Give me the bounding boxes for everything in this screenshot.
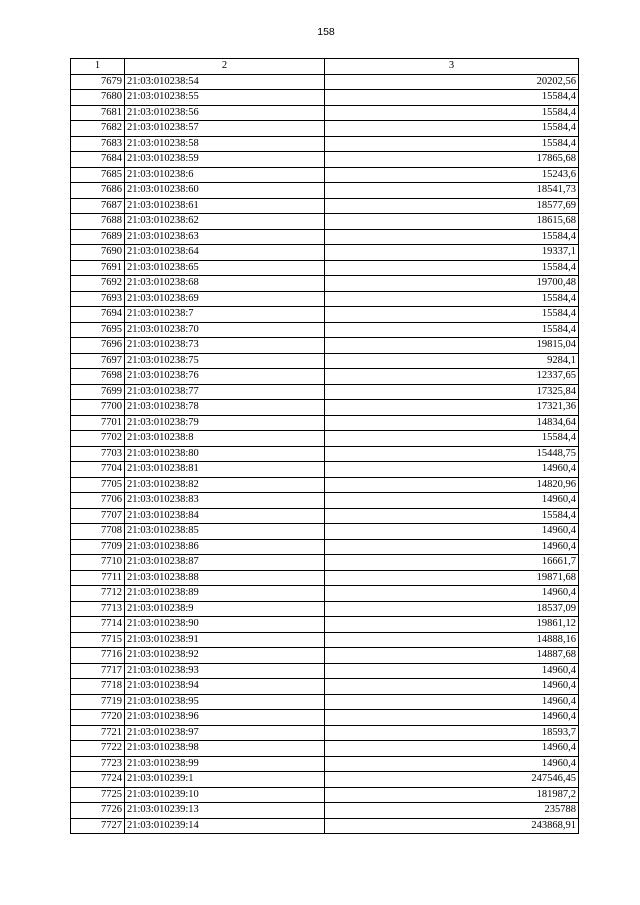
table-header-row xyxy=(71,59,579,75)
cadastral-number-cell: 21:03:010238:76 xyxy=(125,369,325,385)
row-index-cell: 7724 xyxy=(71,772,125,788)
value-cell: 18541,73 xyxy=(325,183,579,199)
table-row xyxy=(71,787,579,803)
cadastral-number-cell: 21:03:010238:69 xyxy=(125,291,325,307)
table-row xyxy=(71,648,579,664)
row-index-cell: 7690 xyxy=(71,245,125,261)
table-row xyxy=(71,167,579,183)
table-row xyxy=(71,260,579,276)
table-row xyxy=(71,431,579,447)
cadastral-number-cell: 21:03:010238:64 xyxy=(125,245,325,261)
value-cell: 16661,7 xyxy=(325,555,579,571)
table-row xyxy=(71,601,579,617)
value-cell: 247546,45 xyxy=(325,772,579,788)
value-cell: 15584,4 xyxy=(325,431,579,447)
cadastral-number-cell: 21:03:010238:93 xyxy=(125,663,325,679)
value-cell: 15584,4 xyxy=(325,322,579,338)
table-row xyxy=(71,477,579,493)
value-cell: 181987,2 xyxy=(325,787,579,803)
value-cell: 15584,4 xyxy=(325,229,579,245)
value-cell: 14960,4 xyxy=(325,493,579,509)
value-cell: 15584,4 xyxy=(325,105,579,121)
value-cell: 15584,4 xyxy=(325,136,579,152)
value-cell: 14960,4 xyxy=(325,586,579,602)
cadastral-number-cell: 21:03:010238:86 xyxy=(125,539,325,555)
cadastral-number-cell: 21:03:010239:14 xyxy=(125,818,325,834)
cadastral-number-cell: 21:03:010238:90 xyxy=(125,617,325,633)
row-index-cell: 7713 xyxy=(71,601,125,617)
row-index-cell: 7694 xyxy=(71,307,125,323)
row-index-cell: 7683 xyxy=(71,136,125,152)
cadastral-number-cell: 21:03:010238:78 xyxy=(125,400,325,416)
row-index-cell: 7692 xyxy=(71,276,125,292)
table-row xyxy=(71,710,579,726)
cadastral-number-cell: 21:03:010238:82 xyxy=(125,477,325,493)
row-index-cell: 7703 xyxy=(71,446,125,462)
table-row xyxy=(71,276,579,292)
cadastral-number-cell: 21:03:010238:87 xyxy=(125,555,325,571)
cadastral-number-cell: 21:03:010238:97 xyxy=(125,725,325,741)
table-row xyxy=(71,338,579,354)
column-header-value: 3 xyxy=(325,59,579,75)
value-cell: 15584,4 xyxy=(325,307,579,323)
value-cell: 17321,36 xyxy=(325,400,579,416)
row-index-cell: 7698 xyxy=(71,369,125,385)
table-row xyxy=(71,524,579,540)
cadastral-number-cell: 21:03:010238:8 xyxy=(125,431,325,447)
table-row xyxy=(71,772,579,788)
value-cell: 14887,68 xyxy=(325,648,579,664)
cadastral-number-cell: 21:03:010238:96 xyxy=(125,710,325,726)
row-index-cell: 7712 xyxy=(71,586,125,602)
row-index-cell: 7696 xyxy=(71,338,125,354)
table-row xyxy=(71,756,579,772)
table-row xyxy=(71,74,579,90)
table-row xyxy=(71,617,579,633)
cadastral-number-cell: 21:03:010238:81 xyxy=(125,462,325,478)
cadastral-number-cell: 21:03:010238:88 xyxy=(125,570,325,586)
row-index-cell: 7715 xyxy=(71,632,125,648)
row-index-cell: 7721 xyxy=(71,725,125,741)
value-cell: 15584,4 xyxy=(325,291,579,307)
table-row xyxy=(71,741,579,757)
table-row xyxy=(71,679,579,695)
row-index-cell: 7709 xyxy=(71,539,125,555)
value-cell: 14960,4 xyxy=(325,756,579,772)
page-number: 158 xyxy=(317,26,335,38)
row-index-cell: 7714 xyxy=(71,617,125,633)
row-index-cell: 7726 xyxy=(71,803,125,819)
row-index-cell: 7706 xyxy=(71,493,125,509)
cadastral-number-cell: 21:03:010238:63 xyxy=(125,229,325,245)
value-cell: 9284,1 xyxy=(325,353,579,369)
value-cell: 14888,16 xyxy=(325,632,579,648)
table-row xyxy=(71,353,579,369)
row-index-cell: 7681 xyxy=(71,105,125,121)
table-row xyxy=(71,183,579,199)
cadastral-number-cell: 21:03:010238:79 xyxy=(125,415,325,431)
row-index-cell: 7680 xyxy=(71,90,125,106)
cadastral-number-cell: 21:03:010239:10 xyxy=(125,787,325,803)
value-cell: 19861,12 xyxy=(325,617,579,633)
row-index-cell: 7695 xyxy=(71,322,125,338)
cadastral-number-cell: 21:03:010238:98 xyxy=(125,741,325,757)
value-cell: 14960,4 xyxy=(325,539,579,555)
row-index-cell: 7720 xyxy=(71,710,125,726)
value-cell: 19871,68 xyxy=(325,570,579,586)
table-row xyxy=(71,508,579,524)
table-row xyxy=(71,632,579,648)
table-row xyxy=(71,90,579,106)
value-cell: 14960,4 xyxy=(325,741,579,757)
cadastral-value-table xyxy=(70,58,579,834)
cadastral-number-cell: 21:03:010239:13 xyxy=(125,803,325,819)
row-index-cell: 7722 xyxy=(71,741,125,757)
row-index-cell: 7710 xyxy=(71,555,125,571)
row-index-cell: 7693 xyxy=(71,291,125,307)
value-cell: 17325,84 xyxy=(325,384,579,400)
cadastral-number-cell: 21:03:010238:92 xyxy=(125,648,325,664)
value-cell: 14960,4 xyxy=(325,663,579,679)
table-row xyxy=(71,400,579,416)
table-row xyxy=(71,555,579,571)
cadastral-number-cell: 21:03:010238:94 xyxy=(125,679,325,695)
value-cell: 18615,68 xyxy=(325,214,579,230)
value-cell: 15584,4 xyxy=(325,260,579,276)
cadastral-number-cell: 21:03:010238:73 xyxy=(125,338,325,354)
cadastral-number-cell: 21:03:010238:75 xyxy=(125,353,325,369)
table-row xyxy=(71,307,579,323)
value-cell: 15584,4 xyxy=(325,121,579,137)
row-index-cell: 7704 xyxy=(71,462,125,478)
row-index-cell: 7685 xyxy=(71,167,125,183)
column-header-cadastral-number: 2 xyxy=(125,59,325,75)
row-index-cell: 7723 xyxy=(71,756,125,772)
row-index-cell: 7697 xyxy=(71,353,125,369)
cadastral-number-cell: 21:03:010238:68 xyxy=(125,276,325,292)
cadastral-number-cell: 21:03:010238:57 xyxy=(125,121,325,137)
row-index-cell: 7711 xyxy=(71,570,125,586)
cadastral-number-cell: 21:03:010238:85 xyxy=(125,524,325,540)
row-index-cell: 7719 xyxy=(71,694,125,710)
table-row xyxy=(71,725,579,741)
cadastral-number-cell: 21:03:010238:95 xyxy=(125,694,325,710)
table-row xyxy=(71,152,579,168)
table-row xyxy=(71,570,579,586)
value-cell: 15243,6 xyxy=(325,167,579,183)
table-row xyxy=(71,229,579,245)
table-row xyxy=(71,384,579,400)
table-row xyxy=(71,105,579,121)
row-index-cell: 7717 xyxy=(71,663,125,679)
row-index-cell: 7691 xyxy=(71,260,125,276)
value-cell: 19700,48 xyxy=(325,276,579,292)
cadastral-number-cell: 21:03:010238:54 xyxy=(125,74,325,90)
table-row xyxy=(71,803,579,819)
cadastral-number-cell: 21:03:010239:1 xyxy=(125,772,325,788)
row-index-cell: 7707 xyxy=(71,508,125,524)
value-cell: 14960,4 xyxy=(325,462,579,478)
cadastral-number-cell: 21:03:010238:99 xyxy=(125,756,325,772)
cadastral-number-cell: 21:03:010238:59 xyxy=(125,152,325,168)
column-header-index: 1 xyxy=(71,59,125,75)
table-row xyxy=(71,245,579,261)
value-cell: 19815,04 xyxy=(325,338,579,354)
value-cell: 19337,1 xyxy=(325,245,579,261)
cadastral-number-cell: 21:03:010238:6 xyxy=(125,167,325,183)
table-row xyxy=(71,446,579,462)
value-cell: 15448,75 xyxy=(325,446,579,462)
value-cell: 14960,4 xyxy=(325,524,579,540)
value-cell: 18537,09 xyxy=(325,601,579,617)
row-index-cell: 7700 xyxy=(71,400,125,416)
value-cell: 14960,4 xyxy=(325,694,579,710)
cadastral-number-cell: 21:03:010238:70 xyxy=(125,322,325,338)
cadastral-number-cell: 21:03:010238:89 xyxy=(125,586,325,602)
value-cell: 15584,4 xyxy=(325,90,579,106)
cadastral-number-cell: 21:03:010238:80 xyxy=(125,446,325,462)
cadastral-number-cell: 21:03:010238:62 xyxy=(125,214,325,230)
table-row xyxy=(71,539,579,555)
table-row xyxy=(71,214,579,230)
value-cell: 14960,4 xyxy=(325,679,579,695)
row-index-cell: 7687 xyxy=(71,198,125,214)
cadastral-number-cell: 21:03:010238:60 xyxy=(125,183,325,199)
cadastral-number-cell: 21:03:010238:84 xyxy=(125,508,325,524)
table-row xyxy=(71,369,579,385)
row-index-cell: 7689 xyxy=(71,229,125,245)
row-index-cell: 7701 xyxy=(71,415,125,431)
row-index-cell: 7725 xyxy=(71,787,125,803)
row-index-cell: 7686 xyxy=(71,183,125,199)
table-row xyxy=(71,663,579,679)
value-cell: 243868,91 xyxy=(325,818,579,834)
value-cell: 12337,65 xyxy=(325,369,579,385)
table-row xyxy=(71,586,579,602)
value-cell: 14820,96 xyxy=(325,477,579,493)
value-cell: 20202,56 xyxy=(325,74,579,90)
cadastral-number-cell: 21:03:010238:9 xyxy=(125,601,325,617)
row-index-cell: 7699 xyxy=(71,384,125,400)
table-row xyxy=(71,198,579,214)
value-cell: 17865,68 xyxy=(325,152,579,168)
table-row xyxy=(71,121,579,137)
cadastral-number-cell: 21:03:010238:56 xyxy=(125,105,325,121)
cadastral-number-cell: 21:03:010238:83 xyxy=(125,493,325,509)
row-index-cell: 7718 xyxy=(71,679,125,695)
table-row xyxy=(71,136,579,152)
table-row xyxy=(71,694,579,710)
cadastral-number-cell: 21:03:010238:91 xyxy=(125,632,325,648)
cadastral-number-cell: 21:03:010238:7 xyxy=(125,307,325,323)
row-index-cell: 7702 xyxy=(71,431,125,447)
table-row xyxy=(71,291,579,307)
value-cell: 14834,64 xyxy=(325,415,579,431)
cadastral-number-cell: 21:03:010238:77 xyxy=(125,384,325,400)
table-row xyxy=(71,818,579,834)
row-index-cell: 7688 xyxy=(71,214,125,230)
value-cell: 235788 xyxy=(325,803,579,819)
value-cell: 15584,4 xyxy=(325,508,579,524)
row-index-cell: 7708 xyxy=(71,524,125,540)
row-index-cell: 7727 xyxy=(71,818,125,834)
row-index-cell: 7679 xyxy=(71,74,125,90)
row-index-cell: 7682 xyxy=(71,121,125,137)
value-cell: 18593,7 xyxy=(325,725,579,741)
row-index-cell: 7705 xyxy=(71,477,125,493)
value-cell: 18577,69 xyxy=(325,198,579,214)
cadastral-number-cell: 21:03:010238:58 xyxy=(125,136,325,152)
value-cell: 14960,4 xyxy=(325,710,579,726)
table-row xyxy=(71,493,579,509)
row-index-cell: 7684 xyxy=(71,152,125,168)
table-row xyxy=(71,415,579,431)
table-row xyxy=(71,462,579,478)
table-row xyxy=(71,322,579,338)
cadastral-number-cell: 21:03:010238:61 xyxy=(125,198,325,214)
row-index-cell: 7716 xyxy=(71,648,125,664)
cadastral-number-cell: 21:03:010238:55 xyxy=(125,90,325,106)
cadastral-number-cell: 21:03:010238:65 xyxy=(125,260,325,276)
